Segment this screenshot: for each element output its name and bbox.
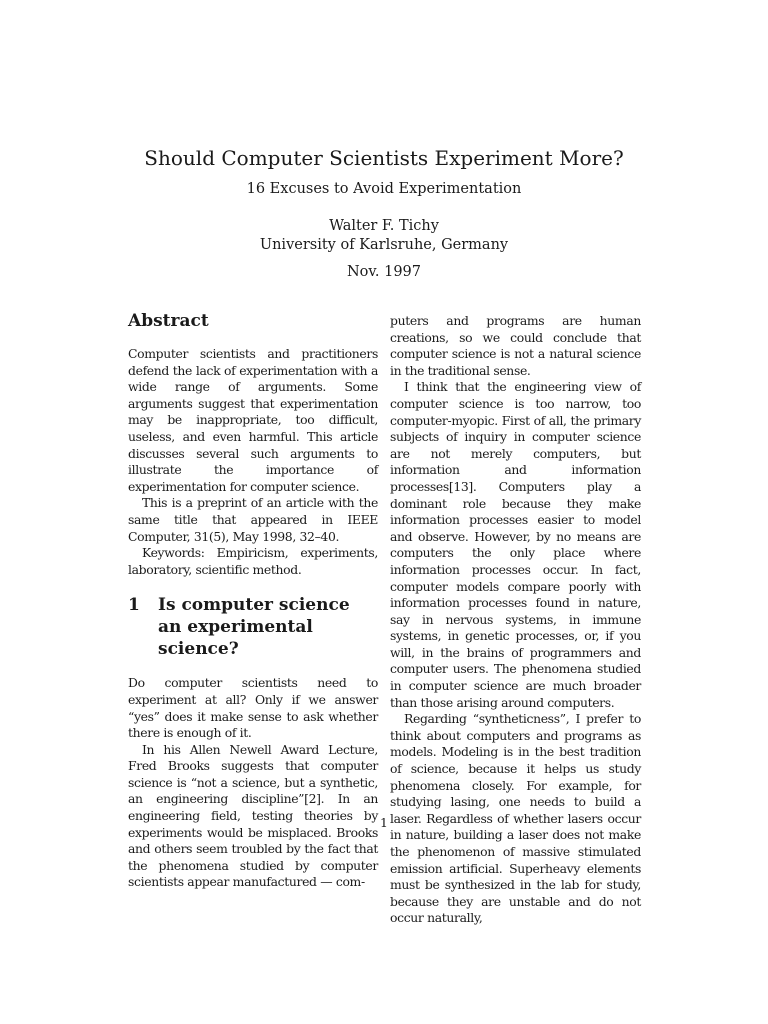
abstract-heading: Abstract (128, 311, 209, 331)
section-heading (128, 594, 378, 660)
body-paragraph: Do computer scientists need to experiment at all? Only if we answer “yes” does it make sense to ask whether there is enough of it. (128, 675, 378, 741)
abstract-paragraph: Computer scientists and practitioners defend the lack of experimentation with a wide range of arguments. Some arguments suggest that experimentation may be inappropriate, too difficult, useless, and even harmful. This article discusses several such arguments to illustrate the importance of experimentation for computer science. (128, 346, 378, 494)
page-number: 1 (380, 815, 388, 830)
keywords: Keywords: Empiricism, experiments, laboratory, scientific method. (128, 545, 378, 577)
body-paragraph: Regarding “syntheticness”, I prefer to think about computers and programs as models. Modeling is in the best tradition of science, because it helps us study phenomena closely. For example, for studying lasing, one needs to build a laser. Regardless of whether lasers occur in nature, building a laser does not make the phenomenon of massive stimulated emission artificial. Superheavy elements must be synthesized in the lab for study, because they are unstable and do not occur naturally, (390, 711, 641, 926)
body-paragraph: In his Allen Newell Award Lecture, Fred Brooks suggests that computer science is “not a science, but a synthetic, an engineering discipline”[2]. In an engineering field, testing theories by experiments would be misplaced. Brooks and others seem troubled by the fact that the phenomena studied by computer scientists appear manufactured — com- (128, 741, 378, 890)
body-paragraph: puters and programs are human creations, so we could conclude that computer science is not a natural science in the traditional sense. (390, 313, 641, 378)
preprint-note: This is a preprint of an article with the same title that appeared in IEEE Computer, 31(5), May 1998, 32–40. (128, 495, 378, 544)
section-title: Is computer science an experimental science? (158, 595, 350, 660)
body-paragraph: I think that the engineering view of computer science is too narrow, too computer-myopic. First of all, the primary subjects of inquiry in computer science are not merely computers, but information and information processes[13]. Computers play a dominant role because they make information processes easier to model and observe. However, by no means are computers the only place where information processes occur. In fact, computer models compare poorly with information processes found in nature, say in nervous systems, in immune systems, in genetic processes, or, if you will, in the brains of programmers and computer users. The phenomena studied in computer science are much broader than those arising around computers. (390, 379, 641, 710)
author-affiliation: University of Karlsruhe, Germany (259, 237, 509, 253)
author-name: Walter F. Tichy (329, 218, 439, 234)
paper-date: Nov. 1997 (346, 264, 421, 280)
right-column (390, 313, 641, 927)
paper-title: Should Computer Scientists Experiment More? (144, 146, 624, 170)
section-number: 1 (128, 595, 140, 616)
left-column (128, 310, 378, 891)
paper-subtitle: 16 Excuses to Avoid Experimentation (246, 181, 522, 197)
